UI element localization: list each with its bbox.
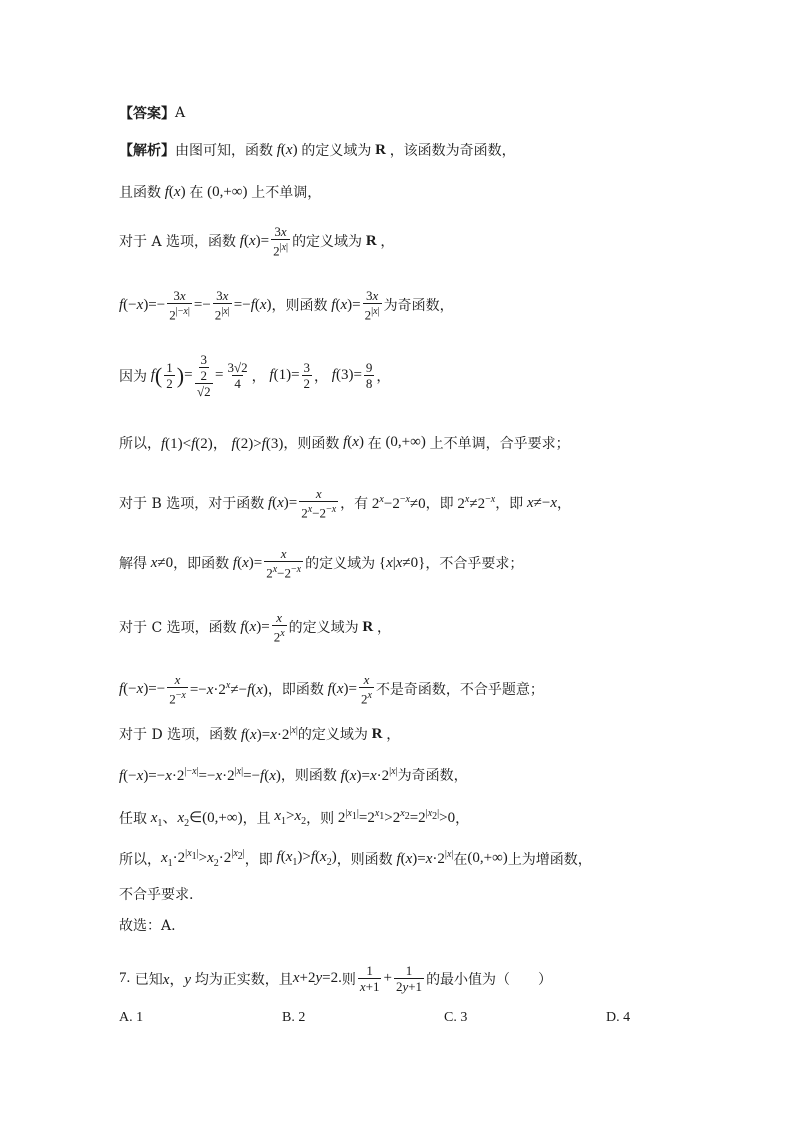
question-text: 已知 xyxy=(134,971,163,988)
math-frac: $\frac{1}{2}$ xyxy=(166,360,173,391)
analysis-line-16 xyxy=(119,915,754,935)
analysis-text: ，则函数 xyxy=(271,298,328,315)
math-frac: $\frac{x}{2^x-2^{-x}}$ xyxy=(301,486,337,521)
math-frac: $\frac{x}{2^{-x}}$ xyxy=(169,672,186,707)
math-frac: $\frac{3x}{2^{|-x|}}$ xyxy=(169,288,190,323)
analysis-text: 对于 C 选项，函数 xyxy=(119,620,237,637)
analysis-text: 上不单调，合乎要求； xyxy=(429,435,570,452)
analysis-text: 不是奇函数，不合乎题意； xyxy=(375,682,544,699)
analysis-text: ，即 xyxy=(425,496,454,513)
analysis-text: ，即函数 xyxy=(173,556,230,573)
analysis-text: 在 xyxy=(189,185,204,201)
analysis-text: 在 xyxy=(453,851,468,868)
math-frac: $\frac{3}{2}$ xyxy=(303,360,311,391)
analysis-line-15 xyxy=(119,884,754,904)
analysis-text: 为奇函数， xyxy=(397,768,468,784)
option-b[interactable]: B. 2 xyxy=(282,1010,306,1025)
math-frac: $\frac{3x}{2^{|x|}}$ xyxy=(214,288,230,323)
math-frac: $\frac{9}{8}$ xyxy=(365,360,373,391)
analysis-text: 对于 A 选项，函数 xyxy=(119,234,237,251)
math-frac: $\frac{\frac{3}{2}}{√2}$ xyxy=(196,352,211,399)
analysis-text: 由图可知，函数 xyxy=(175,143,273,159)
math-expr: f(1)<f(2)， f(2)>f(3) xyxy=(161,436,284,452)
option-c[interactable]: C. 3 xyxy=(444,1010,468,1025)
math-frac: $\frac{3x}{2^{|x|}}$ xyxy=(364,288,380,323)
math-interval: (0,+∞) xyxy=(203,183,252,200)
analysis-text: 对于 B 选项，对于函数 xyxy=(119,496,265,513)
question-7-stem: 7. 已知 x，y 均为正实数，且 x+2y=2. 则 $\frac{1}{x+1}$ + $\frac{1}{2y+1}$ 的最小值为（ ） xyxy=(119,963,553,994)
analysis-line-1 xyxy=(119,140,754,160)
analysis-line-9: 对于 C 选项，函数 f(x)= $\frac{x}{2^x}$ 的定义域为 R ， xyxy=(119,610,391,645)
analysis-text: ，则 xyxy=(306,810,335,827)
analysis-text: 因为 xyxy=(119,368,147,385)
math-frac: $\frac{x}{2^x}$ xyxy=(360,672,372,707)
option-a[interactable]: A. 1 xyxy=(119,1010,144,1025)
math-fx: f(x) xyxy=(276,141,302,158)
analysis-text: ，有 xyxy=(340,496,369,513)
question-text: 均为正实数，且 xyxy=(194,971,293,988)
analysis-text: ，即 xyxy=(244,851,273,868)
analysis-text: 任取 xyxy=(119,810,147,827)
analysis-text: 为奇函数， xyxy=(383,298,454,315)
analysis-line-14: 所以， $x_1\cdot 2^{|x_1|}>x_2\cdot 2^{|x_2|}$ ，即 $f(x_1)>f(x_2)$ ，则函数 $f(x)=x\cdot 2^{|x|}$ 在 (0,+∞) 上为增函数， xyxy=(119,848,592,869)
analysis-text: 解得 xyxy=(119,556,147,573)
analysis-text: 故选：A. xyxy=(119,918,176,934)
analysis-line-10: f(−x)=− $\frac{x}{2^{-x}}$ $=-x\cdot 2^x\ne-f(x)$ ，即函数 f(x)= $\frac{x}{2^x}$ 不是奇函数，不合乎题意； xyxy=(119,672,544,707)
math-frac: $\frac{1}{2y+1}$ xyxy=(395,963,423,994)
math-frac: $\frac{x}{2^x}$ xyxy=(273,610,285,645)
analysis-text: 不合乎要求. xyxy=(119,887,194,903)
analysis-line-4: f(−x)=− $\frac{3x}{2^{|-x|}}$ =− $\frac{3x}{2^{|x|}}$ =−f(x) ，则函数 f(x)= $\frac{3x}{2^{|x|}}$ 为奇函数， xyxy=(119,288,454,323)
math-expr: f(−x)=− xyxy=(119,296,166,313)
analysis-line-6: 所以， f(1)<f(2)， f(2)>f(3) ，则函数 f(x) 在 (0,+∞) 上不单调，合乎要求； xyxy=(119,434,570,452)
question-text: 则 xyxy=(341,971,356,988)
analysis-text: ，则函数 xyxy=(283,435,340,452)
analysis-text: 上为增函数， xyxy=(507,851,592,868)
math-frac: $\frac{1}{x+1}$ xyxy=(359,963,380,994)
analysis-text: 所以， xyxy=(119,851,161,868)
analysis-text: ，不合乎要求； xyxy=(425,556,524,573)
math-frac: $\frac{x}{2^x-2^{-x}}$ xyxy=(266,546,302,581)
analysis-line-5: 因为 f ( $\frac{1}{2}$ ) = $\frac{\frac{3}{2}}{√2}$ = $\frac{3√2}{4}$ ， f(1)= $\frac{3}{2}$ ， f(3)= $\frac{9}{8}$ ， xyxy=(119,352,391,399)
analysis-line-3: 对于 A 选项，函数 f(x)= $\frac{3x}{2^{|x|}}$ 的定义域为 R ， xyxy=(119,224,395,259)
math-expr: f xyxy=(150,367,155,383)
analysis-line-12: $f(-x)=-x\cdot 2^{|-x|}=-x\cdot 2^{|x|}=-f(x)$ ，则函数 $f(x)=x\cdot 2^{|x|}$ 为奇函数， xyxy=(119,765,468,784)
analysis-text: 在 xyxy=(367,435,382,452)
analysis-text: 所以， xyxy=(119,435,161,452)
answer-label: 【答案】 xyxy=(119,106,175,122)
analysis-text: ，且 xyxy=(242,810,271,827)
analysis-line-8: 解得 x≠0 ，即函数 f(x)= $\frac{x}{2^x-2^{-x}}$ 的定义域为 {x|x≠0} ，不合乎要求； xyxy=(119,546,524,581)
math-R: R xyxy=(362,232,381,249)
analysis-text: 上不单调， xyxy=(251,185,322,201)
option-d[interactable]: D. 4 xyxy=(606,1010,631,1025)
analysis-line-7: 对于 B 选项，对于函数 f(x)= $\frac{x}{2^x-2^{-x}}$ ，有 $2^x-2^{-x}\ne 0$ ，即 $2^x\ne 2^{-x}$ ，即 x≠−x ， xyxy=(119,486,571,521)
analysis-text: 的定义域为 xyxy=(301,143,372,159)
analysis-text: ，该函数为奇函数， xyxy=(389,143,516,159)
answer-value: A xyxy=(175,105,186,121)
math-frac: $\frac{3√2}{4}$ xyxy=(227,360,248,391)
math-frac: $\frac{3x}{2^{|x|}}$ xyxy=(273,224,289,259)
analysis-text: ，即函数 xyxy=(267,682,324,699)
answer-line xyxy=(119,103,754,123)
analysis-text: 对于 D 选项，函数 xyxy=(119,727,238,743)
analysis-line-13: 任取 $x_1$、$x_2\in(0,+\infty)$ ，且 $x_1>x_2$ ，则 $2^{|x_1|}=2^{x_1}>2^{x_2}=2^{|x_2|}>0$ ， xyxy=(119,808,470,829)
analysis-text: 的定义域为 xyxy=(292,234,363,251)
analysis-text: ，即 xyxy=(495,496,524,513)
analysis-text: ，则函数 xyxy=(280,768,337,784)
analysis-label: 【解析】 xyxy=(119,143,175,159)
math-R: R xyxy=(371,141,390,158)
analysis-line-2 xyxy=(119,182,754,202)
analysis-text: ，则函数 xyxy=(336,851,393,868)
math-fx: f(x) xyxy=(164,183,190,200)
analysis-line-11: 对于 D 选项，函数 $f(x)=x\cdot 2^{|x|}$ 的定义域为 R ， xyxy=(119,724,401,743)
analysis-text: 的定义域为 xyxy=(305,556,376,573)
analysis-text: 的定义域为 xyxy=(297,727,368,743)
analysis-text: 且函数 xyxy=(119,185,161,201)
question-number: 7. xyxy=(119,970,131,986)
question-text: 的最小值为（ ） xyxy=(426,971,553,988)
math-fA: f(x)= xyxy=(239,232,270,249)
analysis-text: 的定义域为 xyxy=(288,620,359,637)
